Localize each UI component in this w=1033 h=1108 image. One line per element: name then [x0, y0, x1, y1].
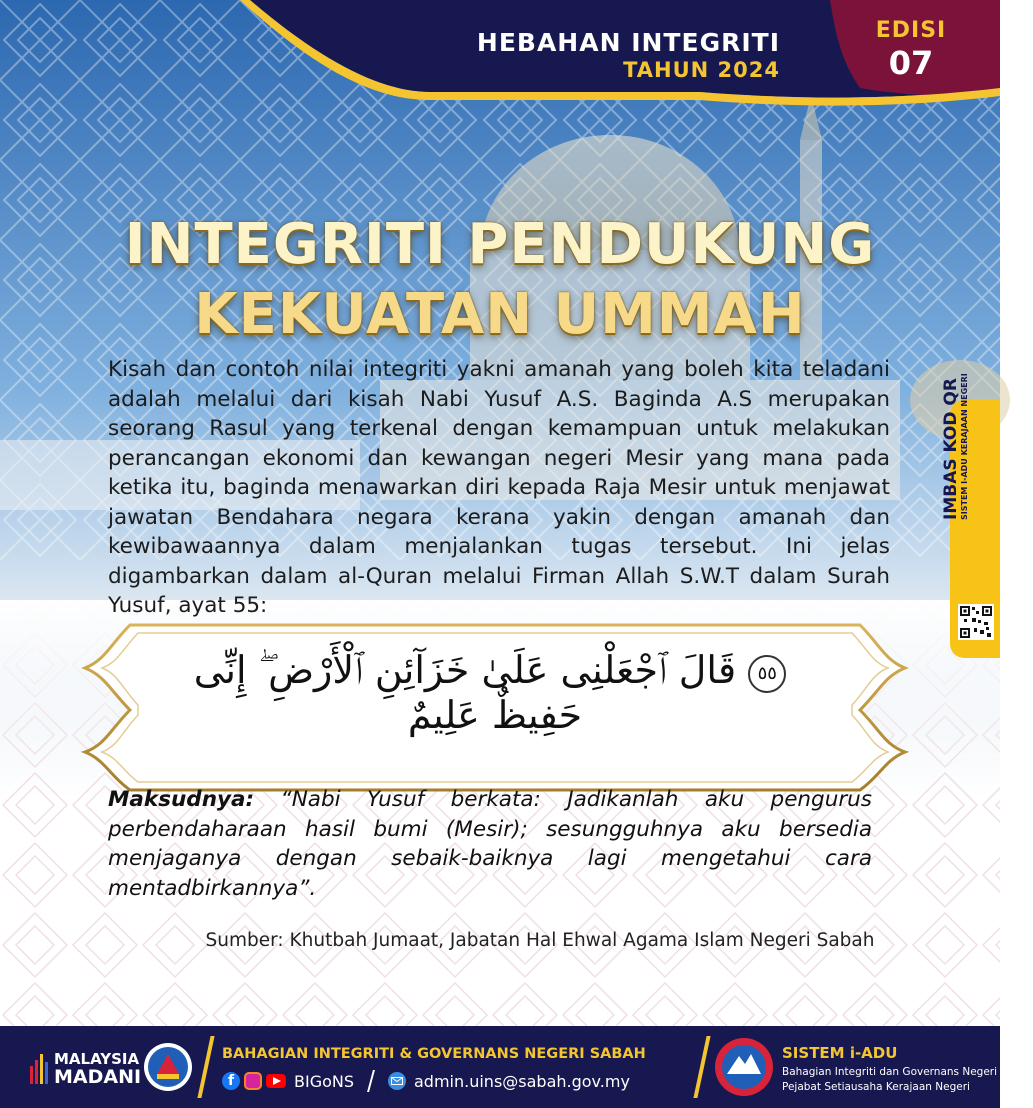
- header-year: TAHUN 2024: [623, 58, 780, 82]
- source-citation: Sumber: Khutbah Jumaat, Jabatan Hal Ehwal Agama Islam Negeri Sabah: [205, 930, 875, 951]
- main-title-line1: INTEGRITI PENDUKUNG: [124, 212, 876, 277]
- instagram-icon[interactable]: [244, 1072, 262, 1090]
- quran-verse: [150, 648, 840, 737]
- verse-arabic-text: قَالَ ٱجْعَلْنِى عَلَىٰ خَزَآئِنِ ٱلْأَرْضِ ۖ إِنِّى حَفِيظٌ عَلِيمٌ: [193, 648, 737, 737]
- brand-line2: MADANI: [54, 1066, 142, 1088]
- iadu-logo-text: SABAH: [730, 1066, 758, 1074]
- system-title: SISTEM i-ADU: [782, 1044, 898, 1062]
- qr-subtitle: SISTEM I-ADU KERAJAAN NEGERI: [960, 373, 969, 520]
- sabah-crest-icon: [143, 1040, 193, 1094]
- meaning-text: “Nabi Yusuf berkata: Jadikanlah aku pengurus perbendaharaan hasil bumi (Mesir); sesungguhnya aku bersedia menjaganya dengan sebaik-baiknya lagi mengetahui cara mentadbirkannya”.: [108, 787, 872, 901]
- social-handle[interactable]: BIGoNS: [294, 1072, 355, 1091]
- edition-label: EDISI: [875, 18, 947, 43]
- body-paragraph: Kisah dan contoh nilai integriti yakni amanah yang boleh kita teladani adalah melalui dari kisah Nabi Yusuf A.S. Baginda A.S merupakan seorang Rasul yang terkenal dengan kemampuan untuk melakukan perancangan ekonomi dan kewangan negeri Mesir yang mana pada ketika itu, baginda menawarkan diri kepada Raja Mesir untuk menjawat jawatan Bendahara negara kerana yakin dengan amanah dan kewibawaannya dalam menjalankan tugas tersebut. Ini jelas digambarkan dalam al-Quran melalui Firman Allah S.W.T dalam Surah Yusuf, ayat 55:: [108, 357, 890, 618]
- header-title: HEBAHAN INTEGRITI: [476, 28, 780, 57]
- verse-meaning: [108, 785, 872, 903]
- main-title-line2: KEKUATAN UMMAH: [194, 282, 806, 347]
- brand-line1: MALAYSIA: [54, 1050, 140, 1068]
- email-address[interactable]: admin.uins@sabah.gov.my: [414, 1072, 630, 1091]
- meaning-label: Maksudnya:: [108, 787, 255, 812]
- envelope-icon: [391, 1077, 403, 1085]
- qr-code-icon[interactable]: [958, 604, 994, 640]
- youtube-play-icon: [273, 1077, 281, 1085]
- department-name: BAHAGIAN INTEGRITI & GOVERNANS NEGERI SABAH: [222, 1046, 646, 1062]
- malaysia-madani-bars-icon: [30, 1052, 50, 1084]
- edition-number: 07: [888, 44, 934, 82]
- qr-label-group: [941, 373, 972, 520]
- ayah-number-badge: ٥٥: [748, 655, 786, 693]
- qr-title: IMBAS KOD QR: [941, 378, 961, 520]
- system-line1: Bahagian Integriti dan Governans Negeri Sabah: [782, 1066, 1033, 1078]
- facebook-icon[interactable]: f: [222, 1072, 240, 1090]
- system-line2: Pejabat Setiausaha Kerajaan Negeri: [782, 1081, 970, 1093]
